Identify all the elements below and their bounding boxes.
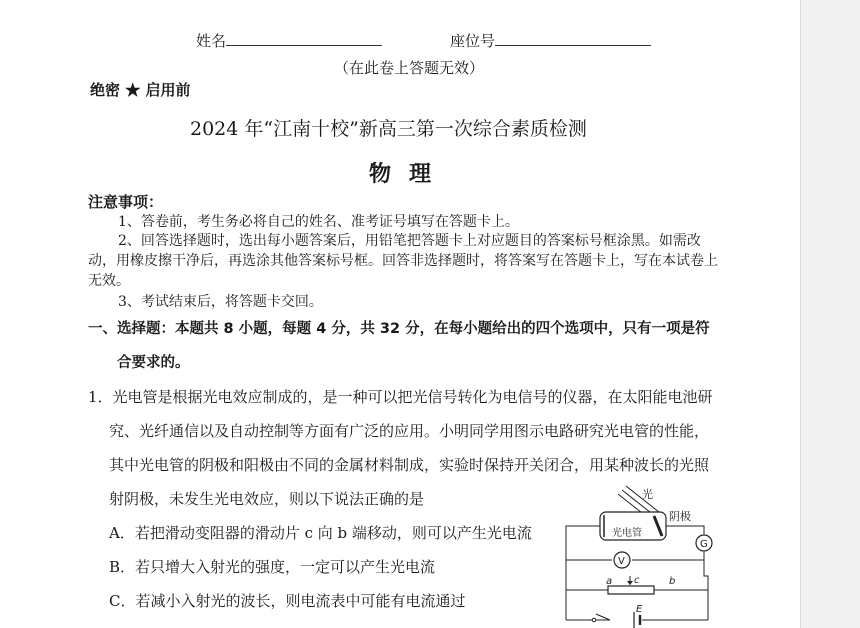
switch-contact xyxy=(592,618,596,622)
section-heading-line1: 一、选择题：本题共 8 小题，每题 4 分，共 32 分，在每小题给出的四个选项中，只有一项是符 xyxy=(88,321,710,337)
question-1-line1: 1．光电管是根据光电效应制成的，是一种可以把光信号转化为电信号的仪器，在太阳能电池研 xyxy=(88,388,713,406)
viewer-background xyxy=(800,0,860,628)
invalid-note: （在此卷上答题无效） xyxy=(334,59,485,77)
notice-heading: 注意事项： xyxy=(88,193,164,211)
question-1-line4: 射阴极，未发生光电效应，则以下说法正确的是 xyxy=(109,490,425,508)
galvanometer-label: G xyxy=(700,539,708,550)
option-b: B．若只增大入射光的强度，一定可以产生光电流 xyxy=(109,558,436,576)
circuit-diagram xyxy=(556,484,726,628)
phototube-label: 光电管 xyxy=(612,528,642,539)
name-field xyxy=(196,30,382,51)
cathode-label: 阴极 xyxy=(669,510,691,523)
seat-label: 座位号 xyxy=(450,32,496,50)
name-label: 姓名 xyxy=(196,32,227,50)
confidential-label: 绝密 ★ 启用前 xyxy=(90,81,191,99)
seat-blank xyxy=(495,45,651,46)
seat-field xyxy=(450,30,651,51)
option-c: C．若减小入射光的波长，则电流表中可能有电流通过 xyxy=(109,592,466,610)
option-a: A．若把滑动变阻器的滑动片 c 向 b 端移动，则可以产生光电流 xyxy=(109,524,532,542)
terminal-b-label: b xyxy=(669,576,676,587)
switch xyxy=(596,614,610,620)
exam-title: 2024 年“江南十校”新高三第一次综合素质检测 xyxy=(190,118,587,140)
subject-title: 物理 xyxy=(369,161,450,187)
question-1-line3: 其中光电管的阴极和阳极由不同的金属材料制成，实验时保持开关闭合，用某种波长的光照 xyxy=(109,456,710,474)
section-heading-line2: 合要求的。 xyxy=(117,355,190,371)
notice-item-2: 2、回答选择题时，选出每小题答案后，用铅笔把答题卡上对应题目的答案标号框涂黑。如需改动，用橡皮擦干净后，再选涂其他答案标号框。回答非选择题时，将答案写在答题卡上，写在本试卷上无效。 xyxy=(88,233,718,289)
name-blank xyxy=(226,45,382,46)
terminal-a-label: a xyxy=(606,576,613,587)
notice-item-3: 3、考试结束后，将答题卡交回。 xyxy=(118,294,323,310)
question-1-line2: 究、光纤通信以及自动控制等方面有广泛的应用。小明同学用图示电路研究光电管的性能， xyxy=(109,422,710,440)
slider-c-label: c xyxy=(634,575,640,586)
voltmeter-label: V xyxy=(618,556,625,567)
slider-arrow xyxy=(627,581,633,585)
emf-label: E xyxy=(636,604,643,615)
light-label: 光 xyxy=(642,488,653,501)
rheostat xyxy=(608,586,654,594)
notice-item-1: 1、答卷前，考生务必将自己的姓名、准考证号填写在答题卡上。 xyxy=(118,214,519,230)
